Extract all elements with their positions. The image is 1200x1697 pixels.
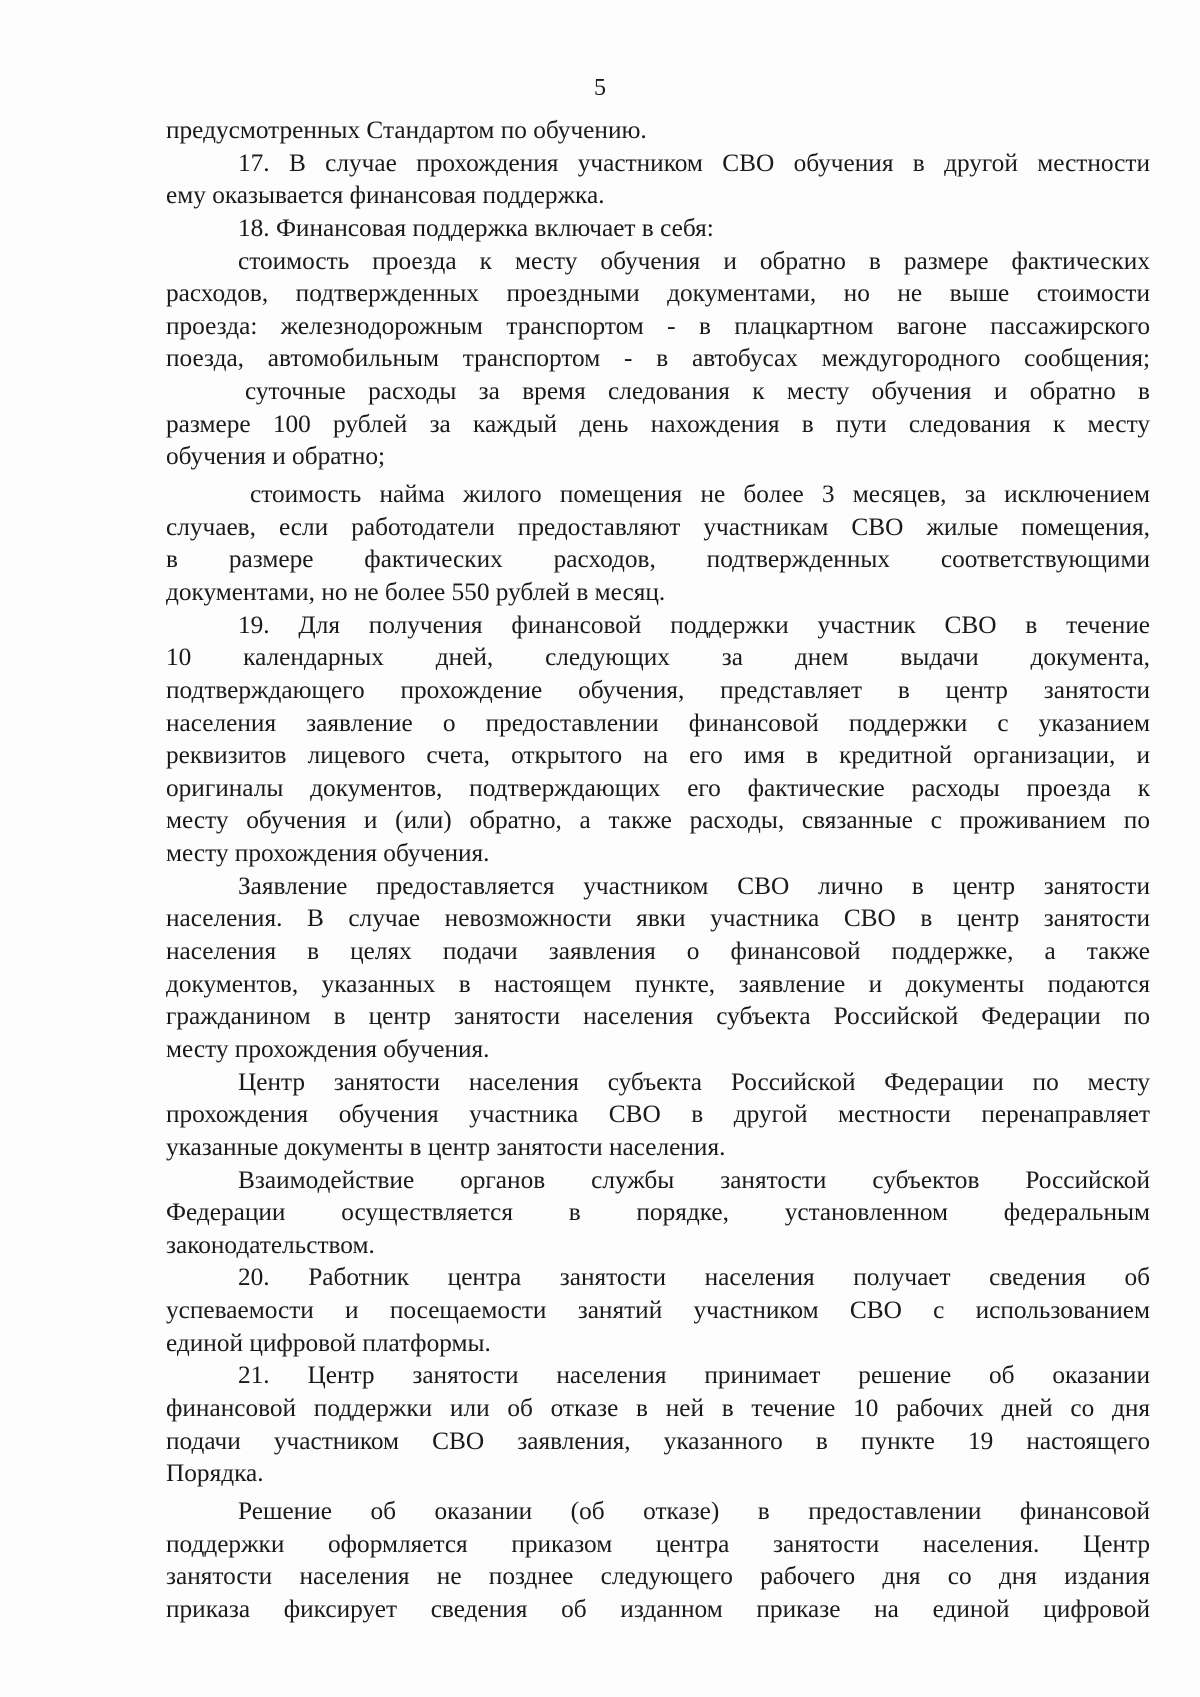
- text-line: 21. Центр занятости населения принимает решение об оказании: [238, 1361, 1150, 1390]
- text-line: населения заявление о предоставлении финансовой поддержки с указанием: [166, 708, 1150, 737]
- text-line: гражданином в центр занятости населения субъекта Российской Федерации по: [166, 1002, 1150, 1031]
- paragraph: [166, 114, 1150, 147]
- text-line: проезда: железнодорожным транспортом - в плацкартном вагоне пассажирского: [166, 311, 1150, 340]
- page-number: 5: [594, 75, 606, 101]
- paragraph-19-statement: [166, 870, 1150, 1066]
- text-line: единой цифровой платформы.: [166, 1328, 491, 1357]
- text-line: Взаимодействие органов службы занятости субъектов Российской: [238, 1165, 1150, 1194]
- paragraph-17: [166, 147, 1150, 212]
- text-line: предусмотренных Стандартом по обучению.: [166, 116, 647, 144]
- text-line: месту прохождения обучения.: [166, 1034, 490, 1063]
- text-line: успеваемости и посещаемости занятий участником СВО с использованием: [166, 1296, 1150, 1325]
- text-line: Порядка.: [166, 1459, 264, 1488]
- text-line: Центр занятости населения субъекта Российской Федерации по месту: [238, 1067, 1150, 1096]
- text-line: Заявление предоставляется участником СВО лично в центр занятости: [238, 871, 1150, 900]
- text-line: реквизитов лицевого счета, открытого на его имя в кредитной организации, и: [166, 741, 1150, 770]
- paragraph-18: [166, 212, 1150, 245]
- text-line: документов, указанных в настоящем пункте, заявление и документы подаются: [166, 969, 1150, 998]
- text-line: случаев, если работодатели предоставляют участникам СВО жилые помещения,: [166, 512, 1150, 541]
- paragraph-21: [166, 1359, 1150, 1490]
- text-line: прохождения обучения участника СВО в другой местности перенаправляет: [166, 1100, 1150, 1129]
- paragraph-21-decision: [166, 1495, 1150, 1626]
- text-line: ему оказывается финансовая поддержка.: [166, 181, 605, 210]
- text-line: суточные расходы за время следования к месту обучения и обратно в: [245, 377, 1150, 406]
- text-line: подтверждающего прохождение обучения, представляет в центр занятости: [166, 675, 1150, 704]
- text-line: приказа фиксирует сведения об изданном приказе на единой цифровой: [166, 1594, 1150, 1623]
- text-line: подачи участником СВО заявления, указанного в пункте 19 настоящего: [166, 1426, 1150, 1455]
- text-line: 17. В случае прохождения участником СВО обучения в другой местности: [238, 148, 1150, 177]
- text-line: обучения и обратно;: [166, 442, 386, 471]
- text-line: 18. Финансовая поддержка включает в себя:: [238, 213, 714, 242]
- text-line: поддержки оформляется приказом центра занятости населения. Центр: [166, 1529, 1150, 1558]
- paragraph-19-interaction: [166, 1164, 1150, 1262]
- text-line: документами, но не более 550 рублей в месяц.: [166, 577, 666, 606]
- paragraph-18-daily: [166, 375, 1150, 473]
- text-line: стоимость найма жилого помещения не более 3 месяцев, за исключением: [250, 480, 1150, 509]
- text-line: 10 календарных дней, следующих за днем выдачи документа,: [166, 643, 1150, 672]
- text-line: размере 100 рублей за каждый день нахождения в пути следования к месту: [166, 409, 1150, 438]
- text-line: оригиналы документов, подтверждающих его фактические расходы проезда к: [166, 773, 1150, 802]
- text-line: занятости населения не позднее следующего рабочего дня со дня издания: [166, 1562, 1150, 1591]
- paragraph-19: [166, 609, 1150, 870]
- text-line: 19. Для получения финансовой поддержки участник СВО в течение: [238, 610, 1150, 639]
- paragraph-18-housing: [166, 478, 1150, 609]
- text-line: месту прохождения обучения.: [166, 839, 490, 868]
- paragraph-18-travel: [166, 245, 1150, 376]
- text-line: законодательством.: [166, 1230, 375, 1259]
- text-line: населения. В случае невозможности явки участника СВО в центр занятости: [166, 904, 1150, 933]
- paragraph-20: [166, 1261, 1150, 1359]
- text-line: 20. Работник центра занятости населения получает сведения об: [238, 1263, 1150, 1292]
- text-line: в размере фактических расходов, подтвержденных соответствующими: [166, 545, 1150, 574]
- text-line: поезда, автомобильным транспортом - в автобусах междугородного сообщения;: [166, 344, 1150, 373]
- text-line: Решение об оказании (об отказе) в предоставлении финансовой: [238, 1496, 1150, 1525]
- text-line: месту обучения и (или) обратно, а также расходы, связанные с проживанием по: [166, 806, 1150, 835]
- text-line: Федерации осуществляется в порядке, установленном федеральным: [166, 1198, 1150, 1227]
- text-line: расходов, подтвержденных проездными документами, но не выше стоимости: [166, 279, 1150, 308]
- text-line: населения в целях подачи заявления о финансовой поддержке, а также: [166, 937, 1150, 966]
- text-line: указанные документы в центр занятости населения.: [166, 1132, 726, 1161]
- text-line: финансовой поддержки или об отказе в ней в течение 10 рабочих дней со дня: [166, 1393, 1150, 1422]
- document-body: [166, 114, 1150, 1625]
- paragraph-19-redirect: [166, 1066, 1150, 1164]
- text-line: стоимость проезда к месту обучения и обратно в размере фактических: [238, 246, 1150, 275]
